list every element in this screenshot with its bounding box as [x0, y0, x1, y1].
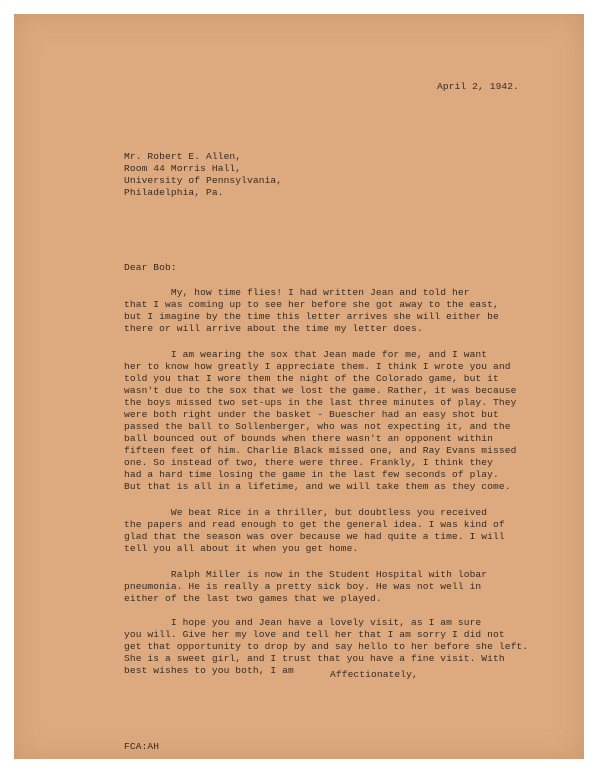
body-line: My, how time flies! I had written Jean and told her [124, 287, 470, 298]
body-line: told you that I wore them the night of the Colorado game, but it [124, 373, 499, 384]
body-line: Ralph Miller is now in the Student Hospital with lobar [124, 569, 488, 580]
body-line: the boys missed two set-ups in the last three minutes of play. They [124, 397, 517, 408]
body-line: you will. Give her my love and tell her that I am sorry I did not [124, 629, 505, 640]
body-line: glad that the season was over because we had quite a time. I will [124, 531, 505, 542]
address-line: Mr. Robert E. Allen, [124, 151, 242, 162]
body-line: one. So instead of two, there were three. Frankly, I think they [124, 457, 494, 468]
address-line: Room 44 Morris Hall, [124, 163, 242, 174]
body-line: get that opportunity to drop by and say hello to her before she left. [124, 641, 529, 652]
body-line: that I was coming up to see her before she got away to the east, [124, 299, 499, 310]
body-line: were both right under the basket - Buescher had an easy shot but [124, 409, 499, 420]
body-line: the papers and read enough to get the general idea. I was kind of [124, 519, 505, 530]
body-line: her to know how greatly I appreciate them. I think I wrote you and [124, 361, 511, 372]
body-line: I am wearing the sox that Jean made for me, and I want [124, 349, 488, 360]
salutation: Dear Bob: [124, 262, 177, 273]
body-line: passed the ball to Sollenberger, who was not expecting it, and the [124, 421, 511, 432]
body-line: there or will arrive about the time my letter does. [124, 323, 423, 334]
body-line: But that is all in a lifetime, and we will take them as they come. [124, 481, 511, 492]
letter-date: April 2, 1942. [437, 81, 520, 92]
body-line: either of the last two games that we played. [124, 593, 382, 604]
body-line: but I imagine by the time this letter arrives she will either be [124, 311, 499, 322]
address-line: Philadelphia, Pa. [124, 187, 224, 198]
typist-initials: FCA:AH [124, 741, 160, 752]
body-line: I hope you and Jean have a lovely visit, as I am sure [124, 617, 482, 628]
address-line: University of Pennsylvania, [124, 175, 283, 186]
closing: Affectionately, [330, 669, 418, 680]
body-line: pneumonia. He is really a pretty sick boy. He was not well in [124, 581, 482, 592]
body-line: She is a sweet girl, and I trust that you have a fine visit. With [124, 653, 505, 664]
body-line: had a hard time losing the game in the last few seconds of play. [124, 469, 499, 480]
body-line: best wishes to you both, I am [124, 665, 294, 676]
body-line: fifteen feet of him. Charlie Black missed one, and Ray Evans missed [124, 445, 517, 456]
body-line: We beat Rice in a thriller, but doubtless you received [124, 507, 488, 518]
body-line: ball bounced out of bounds when there wasn't an opponent within [124, 433, 494, 444]
body-line: wasn't due to the sox that we lost the game. Rather, it was because [124, 385, 517, 396]
body-line: tell you all about it when you get home. [124, 543, 359, 554]
letter-page [14, 14, 584, 759]
